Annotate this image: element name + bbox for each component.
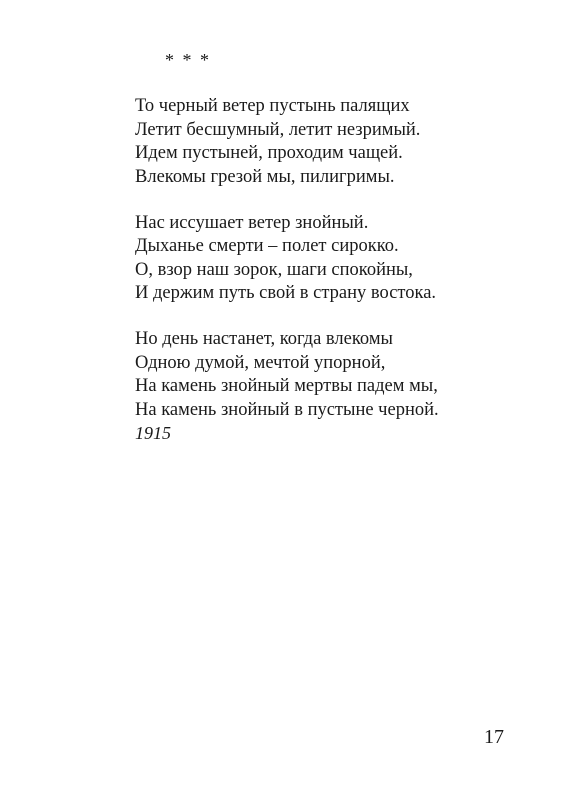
poem-line: И держим путь свой в страну востока. <box>135 283 437 303</box>
poem-line: Но день настанет, когда влекомы <box>135 329 393 349</box>
poem-line: Дыханье смерти – полет сирокко. <box>135 236 399 256</box>
section-asterisms: * * * <box>165 50 211 70</box>
poem-line: Идем пустыней, проходим чащей. <box>135 143 403 163</box>
poem-line: На камень знойный мертвы падем мы, <box>135 376 438 396</box>
poem-line: То черный ветер пустынь палящих <box>135 96 410 116</box>
stanza-3 <box>135 328 535 422</box>
stanza-1 <box>135 95 535 189</box>
poem-line: Нас иссушает ветер знойный. <box>135 212 369 233</box>
poem-year: 1915 <box>135 423 171 443</box>
stanza-2 <box>135 212 535 306</box>
poem-line: О, взор наш зорок, шаги спокойны, <box>135 259 413 280</box>
poem-line: Влекомы грезой мы, пилигримы. <box>135 166 395 187</box>
poem-line: Одною думой, мечтой упорной, <box>135 352 386 373</box>
poem <box>135 95 535 445</box>
poem-line: На камень знойный в пустыне черной. <box>135 399 439 420</box>
poem-line: Летит бесшумный, летит незримый. <box>135 119 421 140</box>
page-number: 17 <box>484 726 504 748</box>
